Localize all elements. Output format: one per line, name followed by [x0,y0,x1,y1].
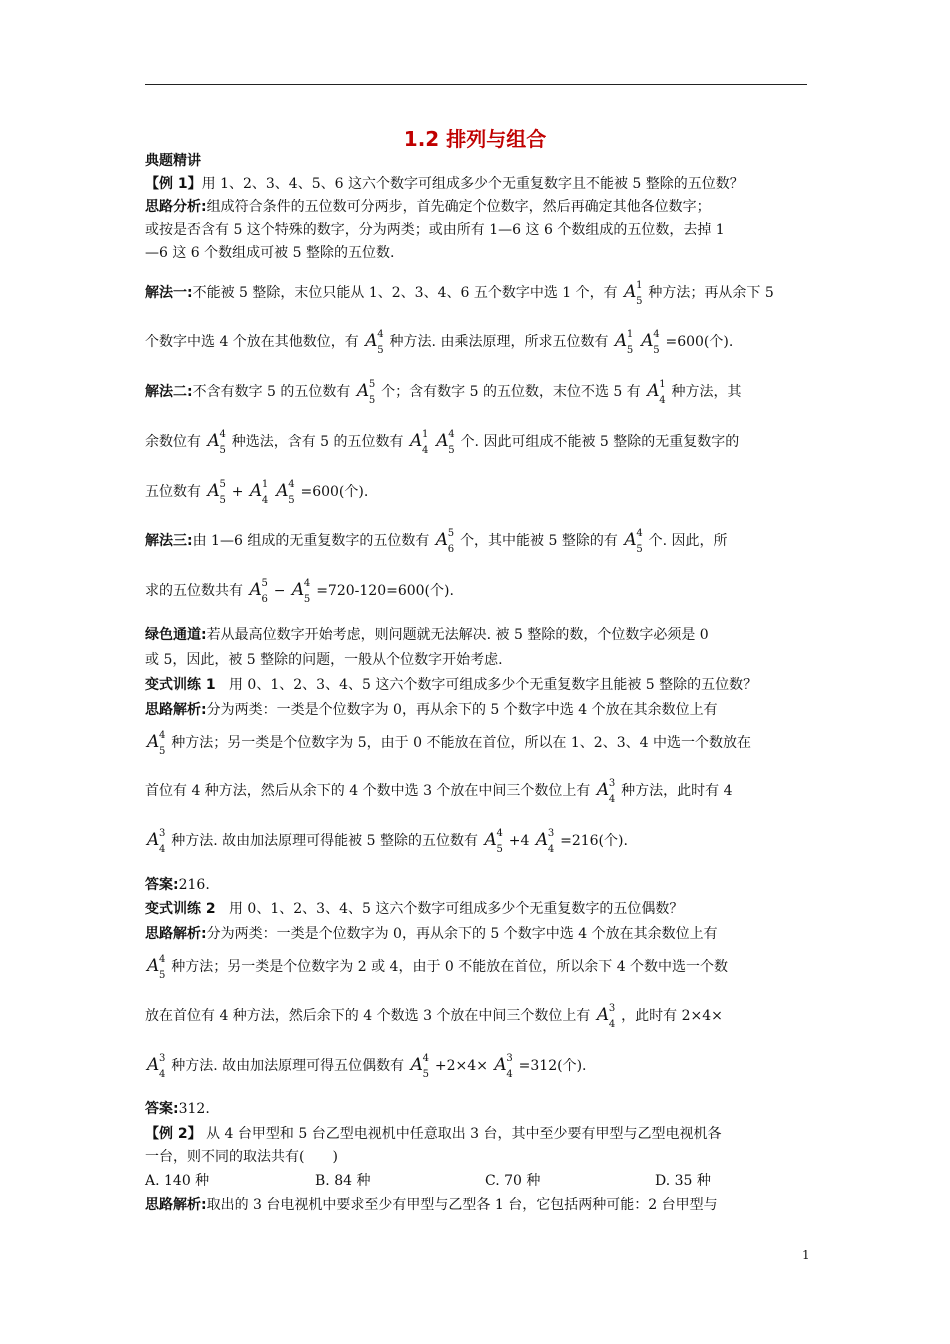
page-title: 1.2 排列与组合 [403,127,547,151]
analysis-line: 或按是否含有 5 这个特殊的数字，分为两类；或由所有 1—6 这 6 个数组成的五位数，去掉 1 [145,222,725,238]
method-3-line: 解法三:由 1—6 组成的无重复数字的五位数有 A 5 6 个，其中能被 5 整除的有 A 4 5 个. 因此，所 [145,528,728,555]
example-2-question: 一台，则不同的取法共有( ) [145,1149,338,1165]
math-permutation: A 4 5 [624,528,643,555]
math-permutation: A 4 5 [207,429,226,456]
method-2-line: 五位数有 A 5 5 + A 1 4 A 4 5 =600(个). [145,479,369,506]
math-permutation: A 3 4 [535,828,555,855]
math-permutation: A 5 5 [356,379,376,406]
option-c: C. 70 种 [485,1173,541,1189]
method-2-line: 解法二:不含有数字 5 的五位数有 A 5 5 个；含有数字 5 的五位数，末位不选 5 有 A 1 4 种方法，其 [145,379,742,406]
variant-1-analysis: A 3 4 种方法. 故由加法原理可得能被 5 整除的五位数有 A 4 5 +4 A 3 4 =216(个). [147,828,628,855]
math-permutation: A 3 4 [147,828,166,855]
method-3-line: 求的五位数共有 A 5 6 − A 4 5 =720-120=600(个). [145,578,454,605]
analysis-line: —6 这 6 个数组成可被 5 整除的五位数. [145,245,395,261]
example-2-question: 【例 2】 从 4 台甲型和 5 台乙型电视机中任意取出 3 台，其中至少要有甲型与乙型电视机各 [145,1126,722,1142]
option-d: D. 35 种 [655,1173,711,1189]
variant-2-analysis: 思路解析:分为两类：一类是个位数字为 0，再从余下的 5 个数字中选 4 个放在其余数位上有 [145,926,718,942]
page-number: 1 [802,1248,810,1262]
green-channel-line: 绿色通道:若从最高位数字开始考虑，则问题就无法解决. 被 5 整除的数，个位数字必须是 0 [145,627,709,643]
math-permutation: A 4 5 [484,828,503,855]
example-2-analysis: 思路解析:取出的 3 台电视机中要求至少有甲型与乙型各 1 台，它包括两种可能：2 台甲型与 [145,1197,718,1213]
math-permutation: A 5 5 [207,479,226,506]
variant-1-question: 变式训练 1 用 0、1、2、3、4、5 这六个数字可组成多少个无重复数字且能被 5 整除的五位数？ [145,677,758,693]
method-1-line: 解法一:不能被 5 整除，末位只能从 1、2、3、4、6 五个数字中选 1 个，有 A 1 5 种方法；再从余下 5 [145,280,774,307]
variant-2-question: 变式训练 2 用 0、1、2、3、4、5 这六个数字可组成多少个无重复数字的五位偶数？ [145,901,684,917]
math-permutation: A 4 5 [410,1053,430,1080]
variant-2-analysis: A 4 5 种方法；另一类是个位数字为 2 或 4，由于 0 不能放在首位，所以余下 4 个数中选一个数 [147,954,729,981]
math-permutation: A 4 5 [147,954,166,981]
variant-1-analysis: 首位有 4 种方法，然后从余下的 4 个数中选 3 个放在中间三个数位上有 A 3 4 种方法，此时有 4 [145,778,733,805]
math-permutation: A 4 5 [291,578,311,605]
variant-1-answer: 答案:216. [145,877,210,893]
math-permutation: A 4 5 [147,730,166,757]
math-permutation: A 1 5 [614,329,634,356]
math-permutation: A 4 5 [365,329,384,356]
math-permutation: A 1 5 [624,280,643,307]
variant-2-analysis: 放在首位有 4 种方法，然后余下的 4 个数选 3 个放在中间三个数位上有 A 3 4 ，此时有 2×4× [145,1003,723,1030]
analysis-line: 思路分析:组成符合条件的五位数可分两步，首先确定个位数字，然后再确定其他各位数字； [145,199,711,215]
option-a: A. 140 种 [145,1173,210,1189]
math-permutation: A 3 4 [494,1053,513,1080]
math-permutation: A 4 5 [276,479,295,506]
math-permutation: A 1 4 [249,479,269,506]
example-2-options [145,1171,810,1191]
method-2-line: 余数位有 A 4 5 种选法，含有 5 的五位数有 A 1 4 A 4 5 个. 因此可组成不能被 5 整除的无重复数字的 [145,429,740,456]
method-1-line: 个数字中选 4 个放在其他数位，有 A 4 5 种方法. 由乘法原理，所求五位数有 A 1 5 A 4 5 =600(个). [145,329,734,356]
math-permutation: A 1 4 [410,429,429,456]
math-permutation: A 4 5 [436,429,455,456]
variant-2-answer: 答案:312. [145,1101,210,1117]
math-permutation: A 3 4 [147,1053,166,1080]
math-permutation: A 3 4 [596,778,616,805]
variant-2-analysis: A 3 4 种方法. 故由加法原理可得五位偶数有 A 4 5 +2×4× A 3 4 =312(个). [147,1053,587,1080]
section-heading: 典题精讲 [145,153,201,169]
option-b: B. 84 种 [315,1173,371,1189]
math-permutation: A 1 4 [647,379,666,406]
variant-1-analysis: A 4 5 种方法；另一类是个位数字为 5，由于 0 不能放在首位，所以在 1、2、3、4 中选一个数放在 [147,730,751,757]
green-channel-line: 或 5，因此，被 5 整除的问题，一般从个位数字开始考虑. [145,652,503,668]
example-tag: 【例 1】 [145,176,202,192]
math-permutation: A 4 5 [641,329,660,356]
math-permutation: A 3 4 [596,1003,616,1030]
math-permutation: A 5 6 [435,528,455,555]
header-rule [145,84,807,85]
example-1-question: 【例 1】用 1、2、3、4、5、6 这六个数字可组成多少个无重复数字且不能被 5 整除的五位数？ [145,176,744,192]
math-permutation: A 5 6 [249,578,268,605]
variant-1-analysis: 思路解析:分为两类：一类是个位数字为 0，再从余下的 5 个数字中选 4 个放在其余数位上有 [145,702,718,718]
